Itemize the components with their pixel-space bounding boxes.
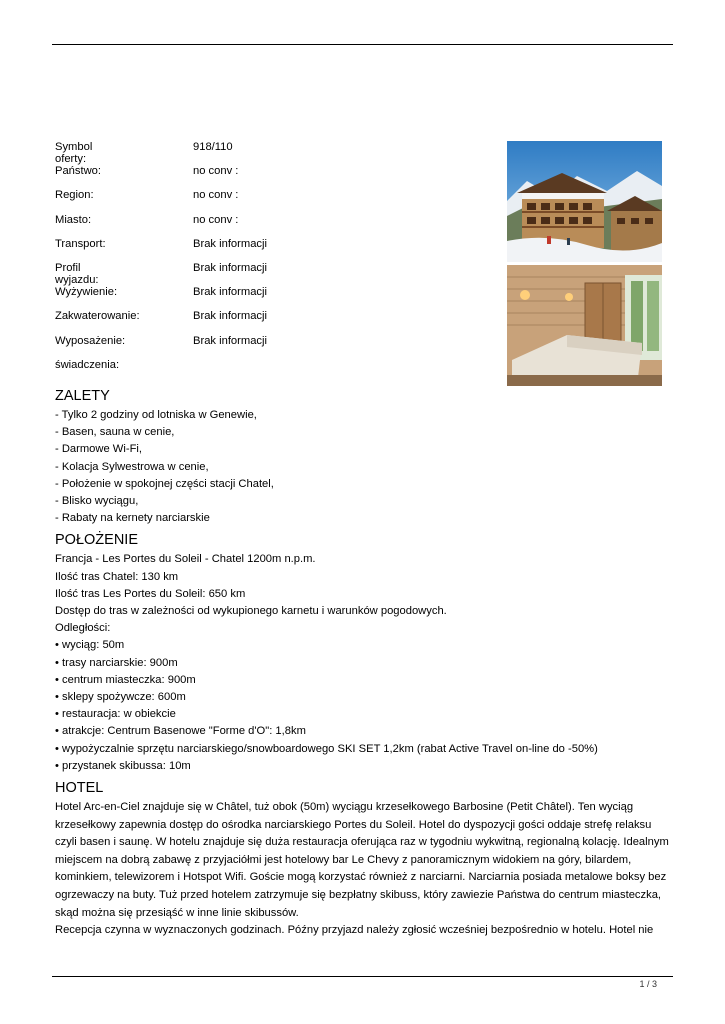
polozenie-line: Ilość tras Chatel: 130 km	[55, 570, 179, 583]
offer-info-label: Symbol oferty:	[55, 141, 93, 165]
offer-info-value: Brak informacji	[193, 286, 267, 299]
offer-info-label: Państwo:	[55, 165, 102, 178]
polozenie-line: Odległości:	[55, 622, 111, 635]
hotel-title: HOTEL	[55, 780, 104, 797]
polozenie-line: Dostęp do tras w zależności od wykupionego karnetu i warunków pogodowych.	[55, 605, 447, 618]
offer-info-value: no conv :	[193, 165, 239, 178]
zalety-item: - Blisko wyciągu,	[55, 495, 139, 508]
offer-info-label: Transport:	[55, 237, 106, 250]
polozenie-line: Ilość tras Les Portes du Soleil: 650 km	[55, 587, 246, 600]
offer-info-label: Region:	[55, 189, 94, 202]
offer-info-value: Brak informacji	[193, 310, 267, 323]
offer-info-value: 918/110	[193, 141, 233, 153]
offer-info-label: Zakwaterowanie:	[55, 310, 140, 323]
polozenie-line: • trasy narciarskie: 900m	[55, 656, 178, 669]
zalety-item: - Basen, sauna w cenie,	[55, 426, 175, 439]
offer-info-value: no conv :	[193, 213, 239, 226]
polozenie-line: • wypożyczalnie sprzętu narciarskiego/snowboardowego SKI SET 1,2km (rabat Active Travel on-line do -50%)	[55, 742, 598, 755]
offer-info-label: Wyposażenie:	[55, 334, 126, 347]
page-number: 1 / 3	[639, 979, 657, 989]
top-rule	[52, 44, 673, 45]
offer-info-label: Miasto:	[55, 213, 92, 226]
offer-info-value: Brak informacji	[193, 237, 267, 250]
polozenie-line: • restauracja: w obiekcie	[55, 708, 176, 721]
hotel-description-continued: Recepcja czynna w wyznaczonych godzinach. Późny przyjazd należy zgłosić wcześniej bezpośrednio w hotelu. Hotel nie	[55, 924, 654, 937]
offer-info-value: Brak informacji	[193, 334, 267, 347]
zalety-item: - Darmowe Wi-Fi,	[55, 443, 143, 456]
hotel-description: Hotel Arc-en-Ciel znajduje się w Châtel, tuż obok (50m) wyciągu krzesełkowego Barbosine (Petit Châtel). Ten wyciąg krzesełkowy zapewnia dostęp do ośrodka narciarskiego Portes du Soleil. Hotel do dyspozycji gości oddaje strefę relaksu czyli basen i saunę. W hotelu znajduje się duża restauracja oferująca raz w tygodniu wykwitną, regionalną kolację. Idealnym miejscem na dobrą zabawę z przyjaciółmi jest hotelowy bar Le Chevy z panoramicznym widokiem na góry, bilardem, kominkiem, telewizorem i Hotspot Wifi. Goście mogą korzystać również z narciarni. Narciarnia posiada metalowe boksy bez ogrzewaczy na buty. Tuż przed hotelem zatrzymuje się bezpłatny skibuss, który zawiezie Państwa do centrum miasteczka, skąd można się przesiąść w inne linie skibussów.	[55, 801, 669, 919]
offer-info-label: Profil wyjazdu:	[55, 261, 99, 286]
polozenie-line: • wyciąg: 50m	[55, 639, 125, 652]
zalety-title: ZALETY	[55, 388, 110, 404]
hotel-room-photo	[507, 265, 662, 386]
zalety-item: - Rabaty na kernety narciarskie	[55, 512, 210, 525]
polozenie-line: • przystanek skibussa: 10m	[55, 759, 191, 772]
hotel-exterior-photo	[507, 141, 662, 262]
main-content	[55, 383, 670, 940]
polozenie-line: Francja - Les Portes du Soleil - Chatel 1200m n.p.m.	[55, 553, 316, 566]
offer-info-value: no conv :	[193, 189, 239, 202]
polozenie-line: • sklepy spożywcze: 600m	[55, 691, 186, 704]
polozenie-line: • atrakcje: Centrum Basenowe "Forme d'O": 1,8km	[55, 725, 306, 738]
bottom-rule	[52, 976, 673, 977]
polozenie-title: POŁOŻENIE	[55, 532, 138, 549]
offer-info-label: świadczenia:	[55, 358, 120, 371]
offer-info-label: Wyżywienie:	[55, 286, 118, 299]
zalety-item: - Kolacja Sylwestrowa w cenie,	[55, 460, 209, 473]
polozenie-line: • centrum miasteczka: 900m	[55, 673, 196, 686]
offer-info-value: Brak informacji	[193, 261, 267, 274]
zalety-item: - Tylko 2 godziny od lotniska w Genewie,	[55, 409, 257, 421]
zalety-item: - Położenie w spokojnej części stacji Chatel,	[55, 477, 274, 490]
